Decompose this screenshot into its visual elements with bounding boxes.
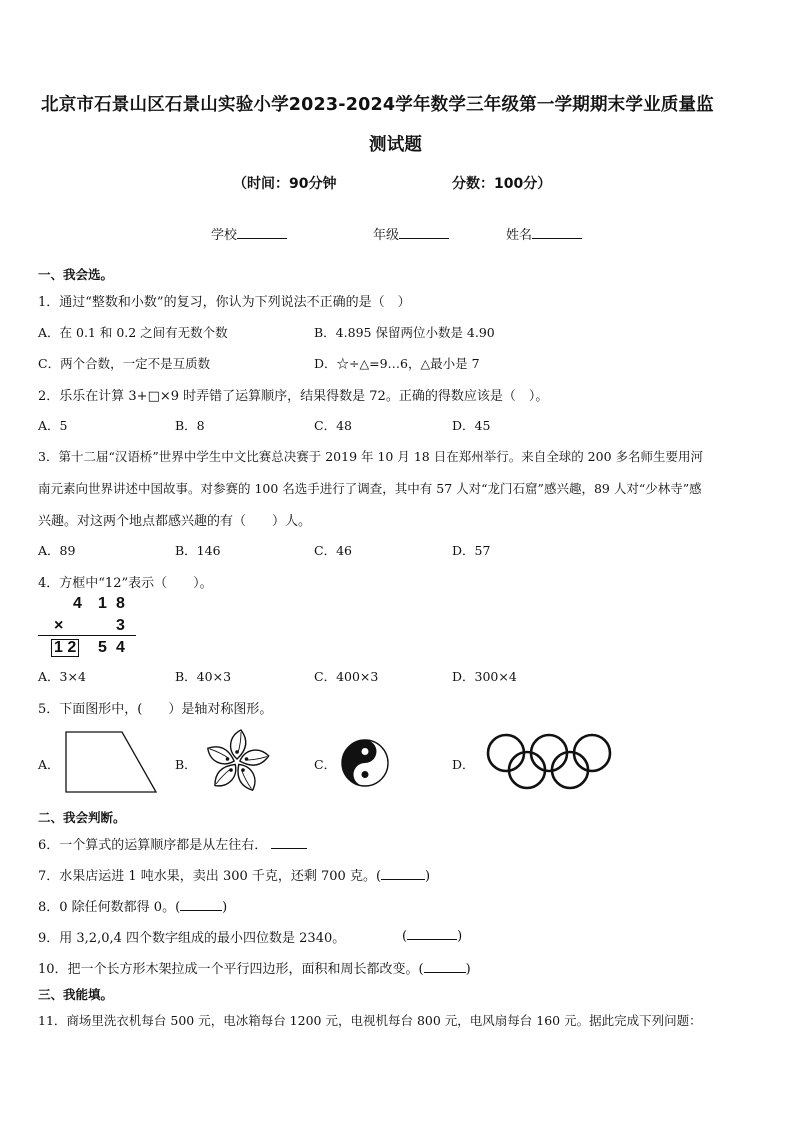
name-field[interactable] <box>506 224 582 243</box>
question-3-option-a[interactable]: A．89 <box>38 543 76 558</box>
question-1-option-d[interactable]: D．☆÷△=9…6，△最小是 7 <box>314 356 480 371</box>
question-5-option-a[interactable]: A． <box>38 757 60 772</box>
question-6-text: 6．一个算式的运算顺序都是从左往右． <box>38 838 268 853</box>
question-10-close: ) <box>465 962 471 977</box>
school-label: 学校 <box>211 228 238 243</box>
question-3-option-d[interactable]: D．57 <box>452 543 491 558</box>
question-10-blank[interactable] <box>424 960 466 973</box>
question-2-option-a[interactable]: A．5 <box>38 418 68 433</box>
grade-label: 年级 <box>373 228 400 243</box>
question-7-blank[interactable] <box>381 867 425 880</box>
grade-blank[interactable] <box>399 226 449 239</box>
question-6 <box>38 834 307 853</box>
question-9-answer <box>402 927 462 944</box>
section-heading-3: 三、我能填。 <box>38 987 114 1002</box>
question-7-text: 7．水果店运进 1 吨水果，卖出 300 千克，还剩 700 克。( <box>38 869 382 884</box>
question-10-text: 10．把一个长方形木架拉成一个平行四边形，面积和周长都改变。( <box>38 962 424 977</box>
question-4-option-a[interactable]: A．3×4 <box>38 669 86 684</box>
digit-result-5: 5 <box>98 639 107 656</box>
question-5-option-b[interactable]: B． <box>175 757 197 772</box>
question-9-blank[interactable] <box>407 927 457 940</box>
name-blank[interactable] <box>532 226 582 239</box>
product-line <box>38 635 136 636</box>
exam-time: （时间：90分钟 <box>233 176 337 192</box>
question-3-line-2: 南元素向世界讲述中国故事。对参赛的 100 名选手进行了调查，其中有 57 人对“龙门石窟”感兴趣，89 人对“少林寺”感 <box>38 481 702 496</box>
question-2-option-b[interactable]: B．8 <box>175 418 205 433</box>
digit-top-1: 1 <box>98 595 107 612</box>
yin-yang-figure <box>340 738 390 788</box>
question-6-blank[interactable] <box>271 836 307 849</box>
question-8-blank[interactable] <box>180 898 222 911</box>
question-11-text: 11．商场里洗衣机每台 500 元，电冰箱每台 1200 元，电视机每台 800 元，电风扇每台 160 元。据此完成下列问题： <box>38 1013 702 1028</box>
question-1-option-b[interactable]: B．4.895 保留两位小数是 4.90 <box>314 325 495 340</box>
question-8-close: ) <box>222 900 228 915</box>
question-2-option-c[interactable]: C．48 <box>314 418 352 433</box>
question-10 <box>38 958 471 977</box>
question-1-stem: 1．通过“整数和小数”的复习，你认为下列说法不正确的是（ ） <box>38 295 411 310</box>
digit-multiplier-3: 3 <box>116 617 125 634</box>
digit-top-8: 8 <box>116 595 125 612</box>
question-8 <box>38 896 227 915</box>
name-label: 姓名 <box>506 228 533 243</box>
question-2-stem: 2．乐乐在计算 3+□×9 时弄错了运算顺序，结果得数是 72。正确的得数应该是（ ）。 <box>38 389 549 404</box>
grade-field[interactable] <box>373 224 449 243</box>
question-9-close: ) <box>457 929 463 944</box>
question-9-open: ( <box>402 929 408 944</box>
question-3-option-b[interactable]: B．146 <box>175 543 221 558</box>
question-4-option-c[interactable]: C．400×3 <box>314 669 379 684</box>
times-sign: × <box>54 617 64 634</box>
question-3-option-c[interactable]: C．46 <box>314 543 352 558</box>
question-4-option-b[interactable]: B．40×3 <box>175 669 232 684</box>
question-1-option-a[interactable]: A．在 0.1 和 0.2 之间有无数个数 <box>38 325 228 340</box>
question-4-stem: 4．方框中“12”表示（ ）。 <box>38 576 213 591</box>
olympic-rings-figure <box>484 732 616 792</box>
trapezoid-figure <box>62 728 160 796</box>
question-9-text: 9．用 3,2,0,4 四个数字组成的最小四位数是 2340。 <box>38 931 346 946</box>
multiplication-diagram <box>38 594 148 660</box>
digit-top-4: 4 <box>73 595 82 612</box>
question-4-option-d[interactable]: D．300×4 <box>452 669 517 684</box>
question-7-close: ) <box>425 869 431 884</box>
question-5-stem: 5．下面图形中，( ）是轴对称图形。 <box>38 702 273 717</box>
question-7 <box>38 865 430 884</box>
page-title-line2: 测试题 <box>369 135 423 155</box>
school-field[interactable] <box>211 224 287 243</box>
question-2-option-d[interactable]: D．45 <box>452 418 491 433</box>
section-heading-2: 二、我会判断。 <box>38 810 126 825</box>
bauhinia-flower-figure <box>202 727 272 797</box>
boxed-12: 1 2 <box>51 639 79 657</box>
exam-score: 分数：100分） <box>452 176 552 192</box>
page-title-line1: 北京市石景山区石景山实验小学2023-2024学年数学三年级第一学期期末学业质量监 <box>41 95 714 115</box>
question-3-line-3: 兴趣。对这两个地点都感兴趣的有（ ）人。 <box>38 514 312 529</box>
question-5-option-c[interactable]: C． <box>314 757 337 772</box>
question-3-line-1: 3．第十二届“汉语桥”世界中学生中文比赛总决赛于 2019 年 10 月 18 日在郑州举行。来自全球的 200 多名师生要用河 <box>38 449 704 464</box>
question-8-text: 8．0 除任何数都得 0。( <box>38 900 181 915</box>
question-5-option-d[interactable]: D． <box>452 757 475 772</box>
digit-result-4: 4 <box>116 639 125 656</box>
section-heading-1: 一、我会选。 <box>38 267 114 282</box>
question-1-option-c[interactable]: C．两个合数，一定不是互质数 <box>38 356 211 371</box>
school-blank[interactable] <box>237 226 287 239</box>
